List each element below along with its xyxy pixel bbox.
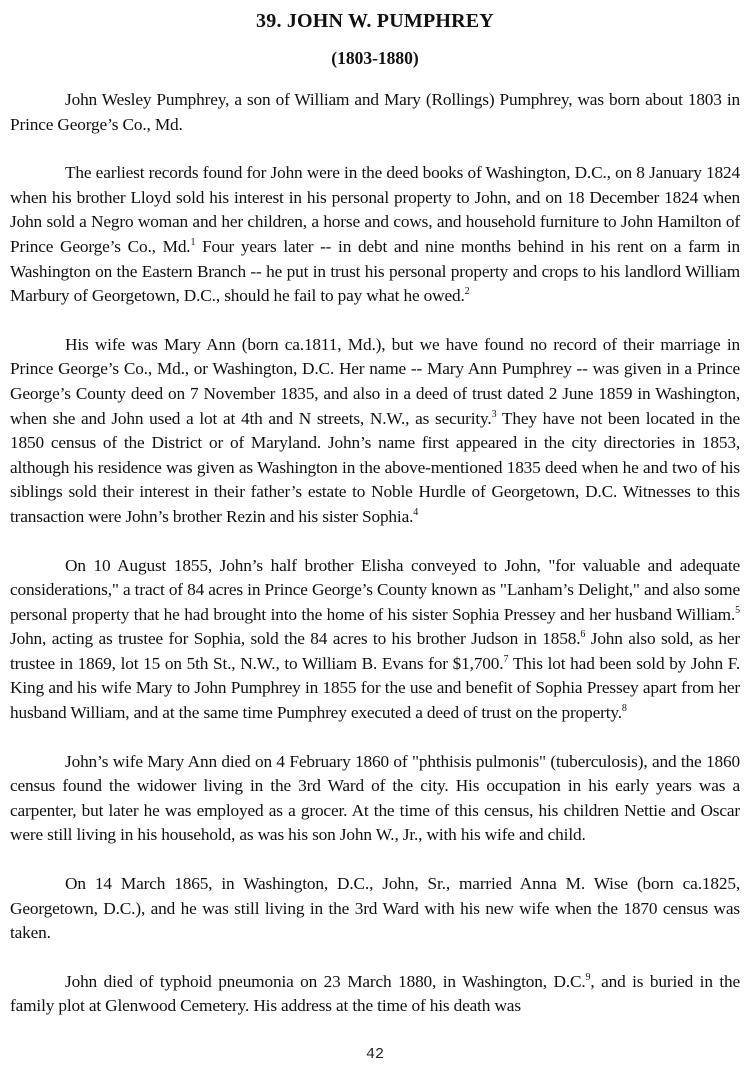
text-segment: John, acting as trustee for Sophia, sold the 84 acres to his brother Judson in 1858. <box>10 629 581 649</box>
text-segment: John also sold, as her trustee in 1869, lot 15 on 5th St., N.W., to William B. Evans for $1,700. <box>10 629 740 673</box>
footnote-ref-1: 1 <box>190 236 196 248</box>
paragraph-7 <box>10 970 740 1019</box>
paragraph-1 <box>10 88 740 137</box>
paragraph-6 <box>10 872 740 946</box>
paragraph-5 <box>10 750 740 848</box>
text-segment: On 14 March 1865, in Washington, D.C., John, Sr., married Anna M. Wise (born ca.1825, Georgetown, D.C.), and he was still living in the 3rd Ward with his new wife when the 1870 census was taken. <box>10 874 740 943</box>
paragraph-2 <box>10 161 740 309</box>
footnote-ref-3: 3 <box>491 408 497 420</box>
text-segment: John’s wife Mary Ann died on 4 February 1860 of "phthisis pulmonis" (tuberculosis), and the 1860 census found the widower living in the 3rd Ward of the city. His occupation in his early years was a carpenter, but later he was employed as a grocer. At the time of this census, his children Nettie and Oscar were still living in his household, as was his son John W., Jr., with his wife and child. <box>10 751 740 845</box>
page-title: 39. JOHN W. PUMPHREY <box>256 10 494 32</box>
text-segment: Four years later -- in debt and nine months behind in his rent on a farm in Washington on the Eastern Branch -- he put in trust his personal property and crops to his landlord William Marbury of Georgetown, D.C., should he fail to pay what he owed. <box>10 236 740 306</box>
footnote-ref-6: 6 <box>580 629 586 641</box>
footnote-ref-8: 8 <box>621 703 627 715</box>
text-segment: John Wesley Pumphrey, a son of William and Mary (Rollings) Pumphrey, was born about 1803 in Prince George’s Co., Md. <box>10 90 740 134</box>
paragraph-4 <box>10 554 740 726</box>
text-segment: They have not been located in the 1850 census of the District or of Maryland. John’s name first appeared in the city directories in 1853, although his residence was given as Washington in the above-mentioned 1835 deed when he and two of his siblings sold their interest in their father’s estate to Noble Hurdle of Georgetown, D.C. Witnesses to this transaction were John’s brother Rezin and his sister Sophia. <box>10 408 740 526</box>
footnote-ref-7: 7 <box>503 653 509 665</box>
footnote-ref-9: 9 <box>585 971 591 983</box>
footnote-ref-4: 4 <box>413 506 419 518</box>
text-segment: , and is buried in the family plot at Glenwood Cemetery. His address at the time of his death was <box>10 971 741 1016</box>
text-segment: John died of typhoid pneumonia on 23 March 1880, in Washington, D.C. <box>65 971 586 991</box>
body-text <box>10 88 740 1043</box>
text-segment: His wife was Mary Ann (born ca.1811, Md.), but we have found no record of their marriage in Prince George’s Co., Md., or Washington, D.C. Her name -- Mary Ann Pumphrey -- was given in a Prince George’s County deed on 7 November 1835, and also in a deed of trust dated 2 June 1859 in Washington, when she and John used a lot at 4th and N streets, N.W., as security. <box>10 334 740 428</box>
page-number: 42 <box>365 1046 384 1063</box>
text-segment: The earliest records found for John were in the deed books of Washington, D.C., on 8 January 1824 when his brother Lloyd sold his interest in his personal property to John, and on 18 December 1824 when John sold a Negro woman and her children, a horse and cows, and household furniture to John Hamilton of Prince George’s Co., Md. <box>10 163 740 256</box>
text-segment: On 10 August 1855, John’s half brother Elisha conveyed to John, "for valuable and adequate considerations," a tract of 84 acres in Prince George’s County known as "Lanham’s Delight," and also some personal property that he had brought into the home of his sister Sophia Pressey and her husband William. <box>10 555 740 624</box>
paragraph-3 <box>10 333 740 530</box>
text-segment: This lot had been sold by John F. King and his wife Mary to John Pumphrey in 1855 for the use and benefit of Sophia Pressey apart from her husband William, and at the same time Pumphrey executed a deed of trust on the property. <box>10 653 740 723</box>
footnote-ref-5: 5 <box>735 604 740 616</box>
life-dates-subtitle: (1803-1880) <box>331 48 419 68</box>
footnote-ref-2: 2 <box>464 286 470 298</box>
